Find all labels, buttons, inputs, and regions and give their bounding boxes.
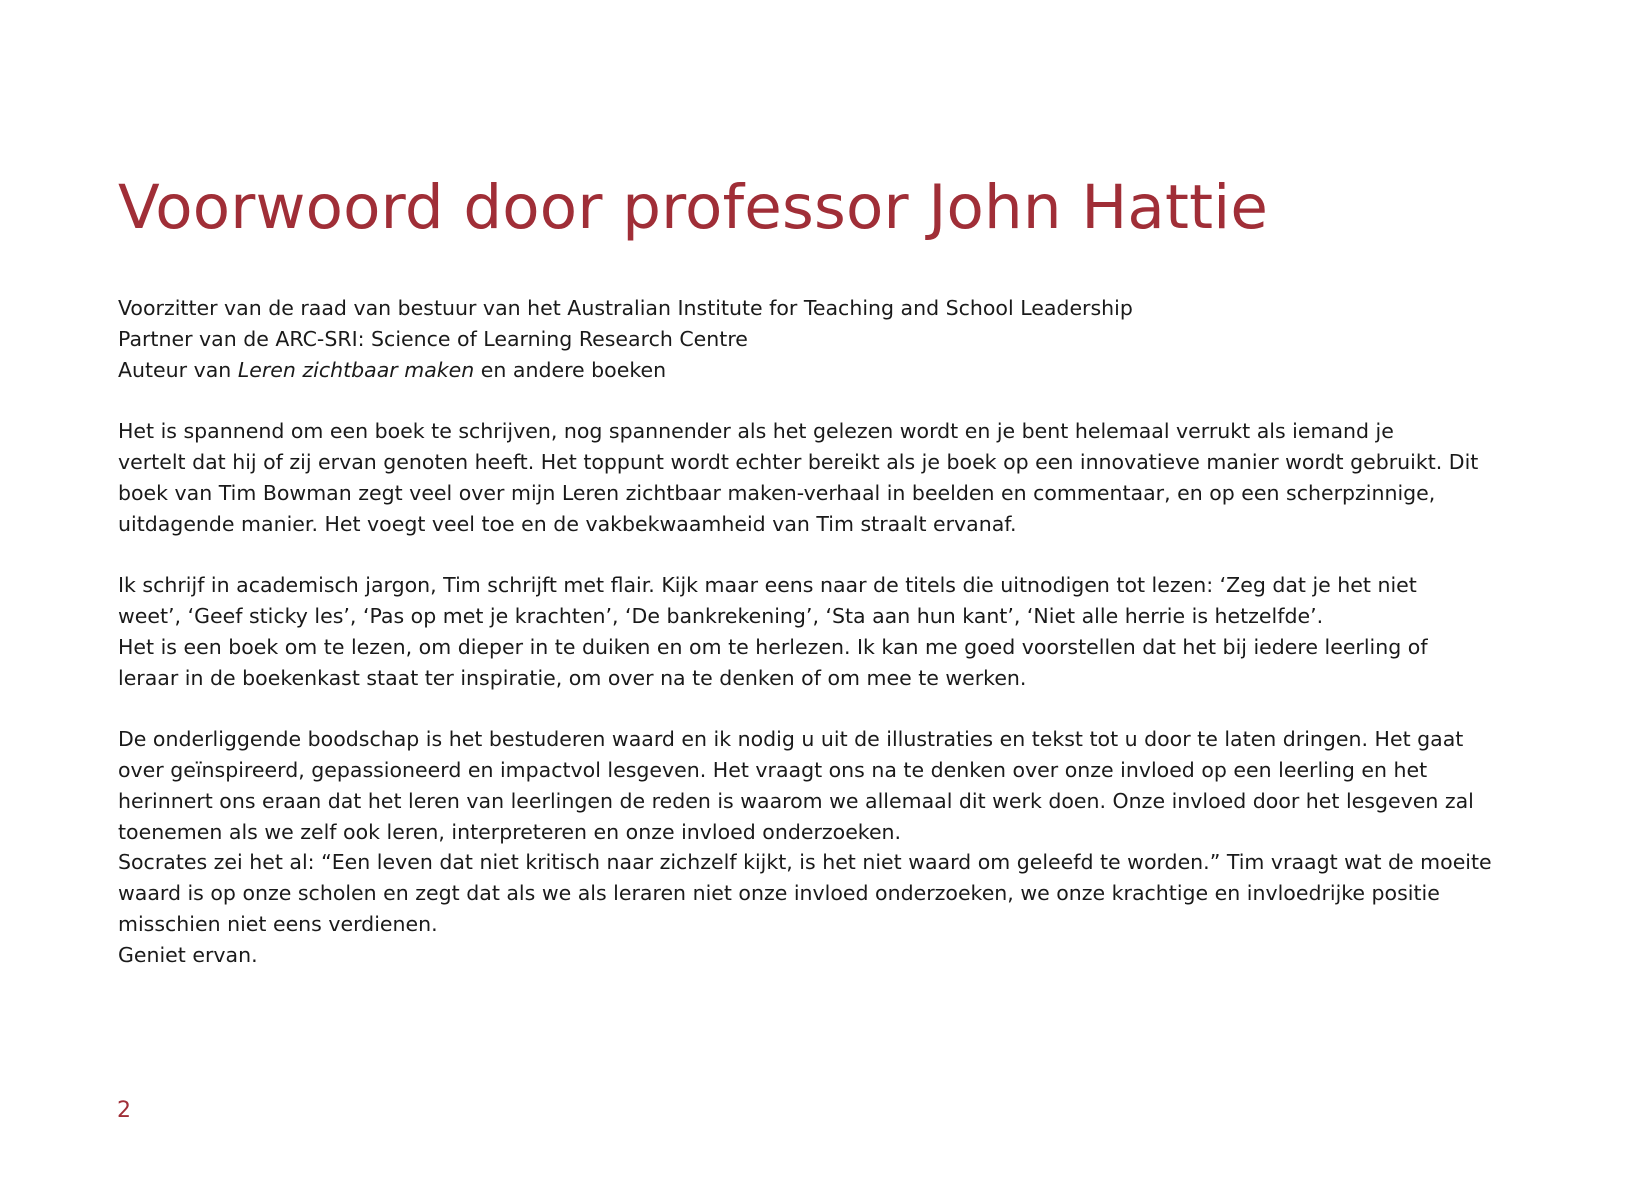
paragraph-gap	[118, 385, 1538, 416]
paragraph-1	[118, 416, 1538, 539]
text-line: Socrates zei het al: “Een leven dat niet kritisch naar zichzelf kijkt, is het niet waard om geleefd te worden.” Tim vraagt wat de moeite	[118, 850, 1492, 875]
author-role-line: Voorzitter van de raad van bestuur van het Australian Institute for Teaching and School Leadership	[118, 296, 1133, 320]
author-role-line: Partner van de ARC-SRI: Science of Learning Research Centre	[118, 326, 748, 351]
text-line: De onderliggende boodschap is het bestuderen waard en ik nodig u uit de illustraties en tekst tot u door te laten dringen. Het gaat	[118, 727, 1464, 752]
page-title: Voorwoord door professor John Hattie	[118, 172, 1269, 243]
text-line: vertelt dat hij of zij ervan genoten heeft. Het toppunt wordt echter bereikt als je boek op een innovatieve manier wordt gebruikt. Dit	[118, 449, 1479, 474]
paragraph-gap	[118, 693, 1538, 724]
author-role-line	[118, 355, 1538, 386]
text-line: misschien niet eens verdienen.	[118, 911, 438, 936]
paragraph-gap	[118, 539, 1538, 570]
page-number: 2	[117, 1098, 131, 1123]
text-line: boek van Tim Bowman zegt veel over mijn Leren zichtbaar maken-verhaal in beelden en commentaar, en op een scherpzinnige,	[118, 480, 1436, 505]
text-line: toenemen als we zelf ook leren, interpreteren en onze invloed onderzoeken.	[118, 819, 902, 844]
paragraph-3	[118, 724, 1538, 970]
paragraph-2	[118, 570, 1538, 693]
text-line: herinnert ons eraan dat het leren van leerlingen de reden is waarom we allemaal dit werk doen. Onze invloed door het lesgeven zal	[118, 788, 1474, 813]
document-body	[118, 293, 1538, 971]
text-line: Het is een boek om te lezen, om dieper in te duiken en om te herlezen. Ik kan me goed voorstellen dat het bij iedere leerling of	[118, 634, 1428, 659]
author-role-prefix: Auteur van	[118, 357, 238, 382]
author-role-suffix: en andere boeken	[474, 357, 667, 382]
text-line: uitdagende manier. Het voegt veel toe en de vakbekwaamheid van Tim straalt ervanaf.	[118, 511, 1017, 536]
text-line: Geniet ervan.	[118, 942, 258, 967]
text-line: weet’, ‘Geef sticky les’, ‘Pas op met je krachten’, ‘De bankrekening’, ‘Sta aan hun kant’, ‘Niet alle herrie is hetzelfde’.	[118, 603, 1324, 628]
text-line: over geïnspireerd, gepassioneerd en impactvol lesgeven. Het vraagt ons na te denken over onze invloed op een leerling en het	[118, 757, 1428, 782]
text-line: waard is op onze scholen en zegt dat als we als leraren niet onze invloed onderzoeken, we onze krachtige en invloedrijke positie	[118, 881, 1440, 906]
book-title: Leren zichtbaar maken	[237, 357, 475, 382]
text-line: leraar in de boekenkast staat ter inspiratie, om over na te denken of om mee te werken.	[118, 665, 1027, 690]
author-roles	[118, 293, 1538, 385]
text-line: Het is spannend om een boek te schrijven, nog spannender als het gelezen wordt en je bent helemaal verrukt als iemand je	[118, 419, 1394, 444]
text-line: Ik schrijf in academisch jargon, Tim schrijft met flair. Kijk maar eens naar de titels die uitnodigen tot lezen: ‘Zeg dat je het niet	[118, 573, 1417, 598]
